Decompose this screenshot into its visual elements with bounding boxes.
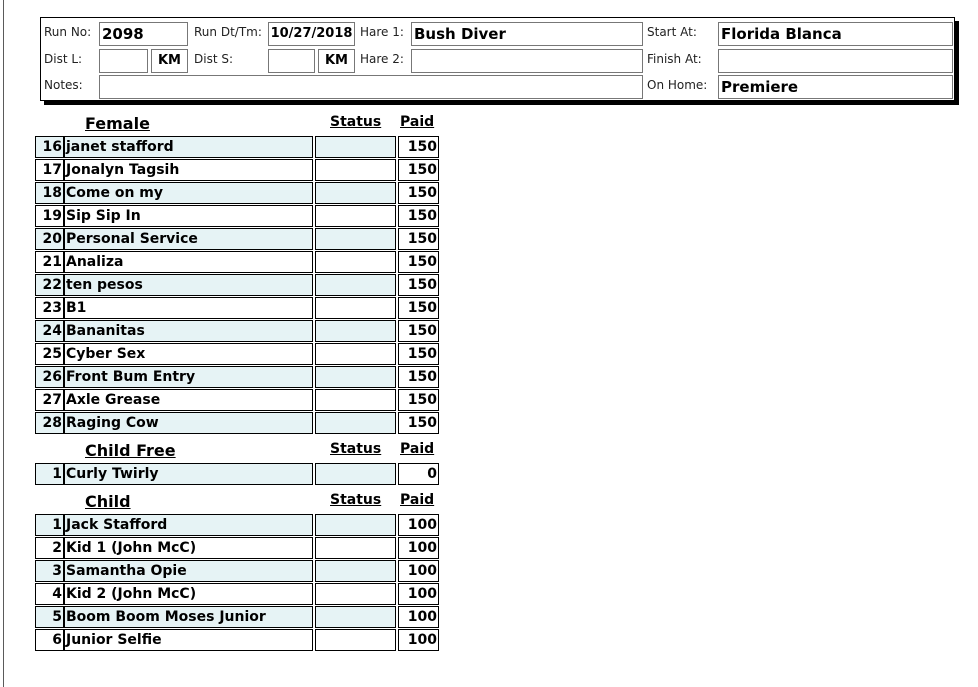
row-paid-cell[interactable]: 150 (398, 412, 439, 434)
row-num-cell: 27 (35, 389, 64, 411)
paid-header-child: Paid (400, 492, 435, 508)
row-paid-cell[interactable]: 100 (398, 514, 439, 536)
row-num-cell: 1 (35, 463, 64, 485)
row-status-cell[interactable] (315, 606, 396, 628)
row-status-cell[interactable] (315, 343, 396, 365)
row-name-cell: Sip Sip In (64, 205, 313, 227)
row-name-cell: Raging Cow (64, 412, 313, 434)
row-num-cell: 21 (35, 251, 64, 273)
row-status-cell[interactable] (315, 205, 396, 227)
row-name-cell: Samantha Opie (64, 560, 313, 582)
row-status-cell[interactable] (315, 514, 396, 536)
run-dt-label: Run Dt/Tm: (194, 25, 262, 39)
hare1-field[interactable]: Bush Diver (411, 22, 643, 46)
row-status-cell[interactable] (315, 228, 396, 250)
dist-l-label: Dist L: (44, 52, 83, 66)
row-paid-cell[interactable]: 150 (398, 343, 439, 365)
run-no-field[interactable]: 2098 (99, 22, 188, 46)
row-status-cell[interactable] (315, 136, 396, 158)
row-num-cell: 26 (35, 366, 64, 388)
row-num-cell: 20 (35, 228, 64, 250)
row-paid-cell[interactable]: 100 (398, 537, 439, 559)
row-paid-cell[interactable]: 150 (398, 389, 439, 411)
row-num-cell: 17 (35, 159, 64, 181)
row-name-cell: Curly Twirly (64, 463, 313, 485)
finish-at-field[interactable] (718, 49, 953, 73)
row-name-cell: Boom Boom Moses Junior (64, 606, 313, 628)
row-status-cell[interactable] (315, 537, 396, 559)
row-num-cell: 25 (35, 343, 64, 365)
dist-s-unit: KM (318, 49, 355, 73)
row-status-cell[interactable] (315, 159, 396, 181)
dist-s-label: Dist S: (194, 52, 234, 66)
row-num-cell: 22 (35, 274, 64, 296)
run-dt-field[interactable]: 10/27/2018 (268, 22, 355, 46)
paid-header-child-free: Paid (400, 441, 435, 457)
notes-field[interactable] (99, 75, 643, 99)
row-paid-cell[interactable]: 150 (398, 182, 439, 204)
row-status-cell[interactable] (315, 463, 396, 485)
row-paid-cell[interactable]: 100 (398, 606, 439, 628)
row-status-cell[interactable] (315, 251, 396, 273)
row-paid-cell[interactable]: 150 (398, 366, 439, 388)
row-num-cell: 19 (35, 205, 64, 227)
run-header-panel (40, 17, 955, 101)
row-paid-cell[interactable]: 150 (398, 297, 439, 319)
row-status-cell[interactable] (315, 320, 396, 342)
row-status-cell[interactable] (315, 629, 396, 651)
row-status-cell[interactable] (315, 389, 396, 411)
row-status-cell[interactable] (315, 412, 396, 434)
row-name-cell: Axle Grease (64, 389, 313, 411)
row-name-cell: Bananitas (64, 320, 313, 342)
row-paid-cell[interactable]: 100 (398, 560, 439, 582)
row-paid-cell[interactable]: 0 (398, 463, 439, 485)
row-num-cell: 18 (35, 182, 64, 204)
notes-label: Notes: (44, 78, 83, 92)
row-paid-cell[interactable]: 150 (398, 251, 439, 273)
row-num-cell: 3 (35, 560, 64, 582)
row-name-cell: Jonalyn Tagsih (64, 159, 313, 181)
hare1-label: Hare 1: (360, 25, 404, 39)
row-paid-cell[interactable]: 150 (398, 320, 439, 342)
row-paid-cell[interactable]: 150 (398, 228, 439, 250)
row-name-cell: Front Bum Entry (64, 366, 313, 388)
row-status-cell[interactable] (315, 274, 396, 296)
row-num-cell: 5 (35, 606, 64, 628)
status-header-female: Status (330, 114, 382, 130)
row-name-cell: Come on my (64, 182, 313, 204)
start-at-label: Start At: (647, 25, 697, 39)
row-num-cell: 28 (35, 412, 64, 434)
row-name-cell: ten pesos (64, 274, 313, 296)
dist-l-unit: KM (151, 49, 188, 73)
row-paid-cell[interactable]: 150 (398, 136, 439, 158)
row-num-cell: 1 (35, 514, 64, 536)
row-paid-cell[interactable]: 150 (398, 205, 439, 227)
hare2-label: Hare 2: (360, 52, 404, 66)
dist-s-field[interactable] (268, 49, 315, 73)
row-name-cell: Cyber Sex (64, 343, 313, 365)
hare2-field[interactable] (411, 49, 643, 73)
section-title-child: Child (85, 492, 131, 511)
row-name-cell: Junior Selfie (64, 629, 313, 651)
row-status-cell[interactable] (315, 560, 396, 582)
row-num-cell: 4 (35, 583, 64, 605)
row-num-cell: 24 (35, 320, 64, 342)
row-paid-cell[interactable]: 100 (398, 583, 439, 605)
row-num-cell: 16 (35, 136, 64, 158)
start-at-field[interactable]: Florida Blanca (718, 22, 953, 46)
row-status-cell[interactable] (315, 366, 396, 388)
on-home-field[interactable]: Premiere (718, 75, 953, 99)
row-status-cell[interactable] (315, 583, 396, 605)
finish-at-label: Finish At: (647, 52, 702, 66)
section-title-child-free: Child Free (85, 441, 176, 460)
row-name-cell: Personal Service (64, 228, 313, 250)
row-name-cell: Kid 2 (John McC) (64, 583, 313, 605)
row-num-cell: 23 (35, 297, 64, 319)
row-name-cell: Jack Stafford (64, 514, 313, 536)
run-no-label: Run No: (44, 25, 92, 39)
status-header-child: Status (330, 492, 382, 508)
row-status-cell[interactable] (315, 182, 396, 204)
row-num-cell: 6 (35, 629, 64, 651)
status-header-child-free: Status (330, 441, 382, 457)
page-edge (3, 0, 4, 687)
on-home-label: On Home: (647, 78, 708, 92)
section-title-female: Female (85, 114, 150, 133)
row-paid-cell[interactable]: 150 (398, 274, 439, 296)
row-name-cell: Analiza (64, 251, 313, 273)
row-name-cell: Kid 1 (John McC) (64, 537, 313, 559)
row-num-cell: 2 (35, 537, 64, 559)
row-paid-cell[interactable]: 150 (398, 159, 439, 181)
row-status-cell[interactable] (315, 297, 396, 319)
dist-l-field[interactable] (99, 49, 148, 73)
row-paid-cell[interactable]: 100 (398, 629, 439, 651)
row-name-cell: janet stafford (64, 136, 313, 158)
paid-header-female: Paid (400, 114, 435, 130)
row-name-cell: B1 (64, 297, 313, 319)
